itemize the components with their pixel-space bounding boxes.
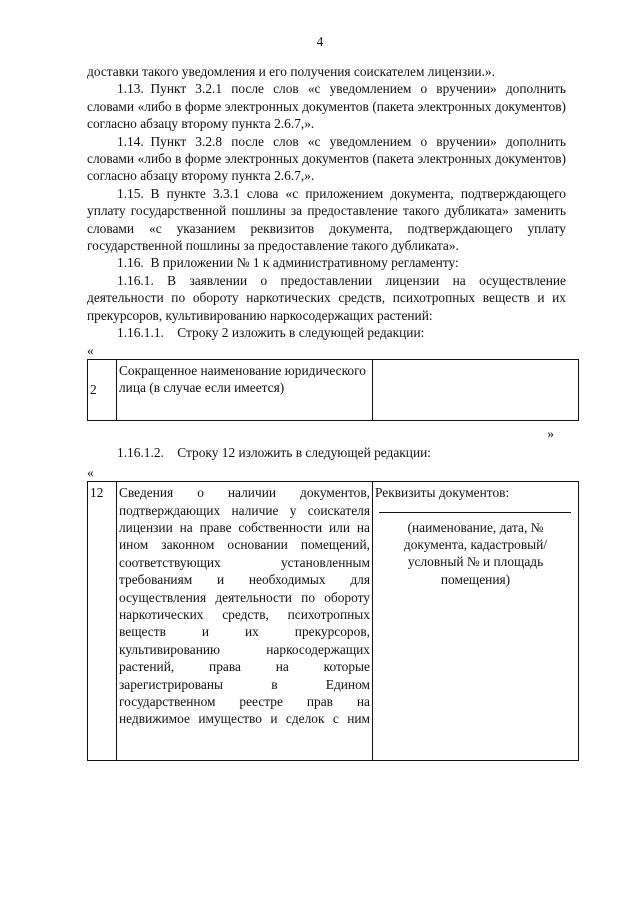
page-number: 4 [316,34,324,49]
row-label [117,482,373,761]
closing-quote: » [547,425,554,441]
document-body [87,63,566,761]
opening-quote: « [87,464,94,480]
table-row [88,482,579,761]
row-value [373,359,579,420]
paragraph: 1.15. В пункте 3.3.1 слова «с приложением документа, подтверждающего уплату государственной пошлины за предоставление такого дубликата» заменить словами «с указанием реквизитов документа, подтверждающего уплату государственной пошлины за предоставление такого дубликата». [87,185,566,254]
row-label-text: Сведения о наличии документов, подтверждающих наличие у соискателя лицензии на праве собственности или на ином законном основании помещений, соответствующих установленным требованиям и необходимых для осуществления деятельности по обороту наркотических средств, психотропных веществ и их прекурсоров, культивированию наркосодержащих растений, права на которые зарегистрированы в Едином государственном реестре прав на недвижимое имущество и сделок с ним [119,485,370,727]
table-row-12 [87,481,579,761]
row-number: 12 [88,482,117,761]
row-value [373,482,579,761]
paragraph: 1.14. Пункт 3.2.8 после слов «с уведомлением о вручении» дополнить словами «либо в форме электронных документов (пакета электронных документов) согласно абзацу второму пункта 2.6.7,». [87,133,566,184]
paragraph: 1.16. В приложении № 1 к административному регламенту: [117,255,459,271]
paragraph: 1.16.1.2. Строку 12 изложить в следующей редакции: [117,445,432,461]
row-label: Сокращенное наименование юридического лица (в случае если имеется) [117,359,373,420]
opening-quote: « [87,342,94,358]
paragraph: 1.16.1. В заявлении о предоставлении лицензии на осуществление деятельности по обороту наркотических средств, психотропных веществ и их прекурсоров, культивированию наркосодержащих растений: [87,272,566,323]
table-row [88,359,579,420]
row-number: 2 [88,359,117,420]
paragraph: 1.16.1.1. Строку 2 изложить в следующей редакции: [117,325,425,341]
paragraph: 1.13. Пункт 3.2.1 после слов «с уведомлением о вручении» дополнить словами «либо в форме электронных документов (пакета электронных документов) согласно абзацу второму пункта 2.6.7,». [87,81,566,132]
requisites-hint: (наименование, дата, № документа, кадастровый/ условный № и площадь помещения) [403,519,548,587]
fill-in-line [379,502,571,513]
paragraph: доставки такого уведомления и его получения соискателем лицензии.». [87,64,495,79]
table-row-2 [87,359,579,421]
requisites-title: Реквизиты документов: [375,485,510,501]
